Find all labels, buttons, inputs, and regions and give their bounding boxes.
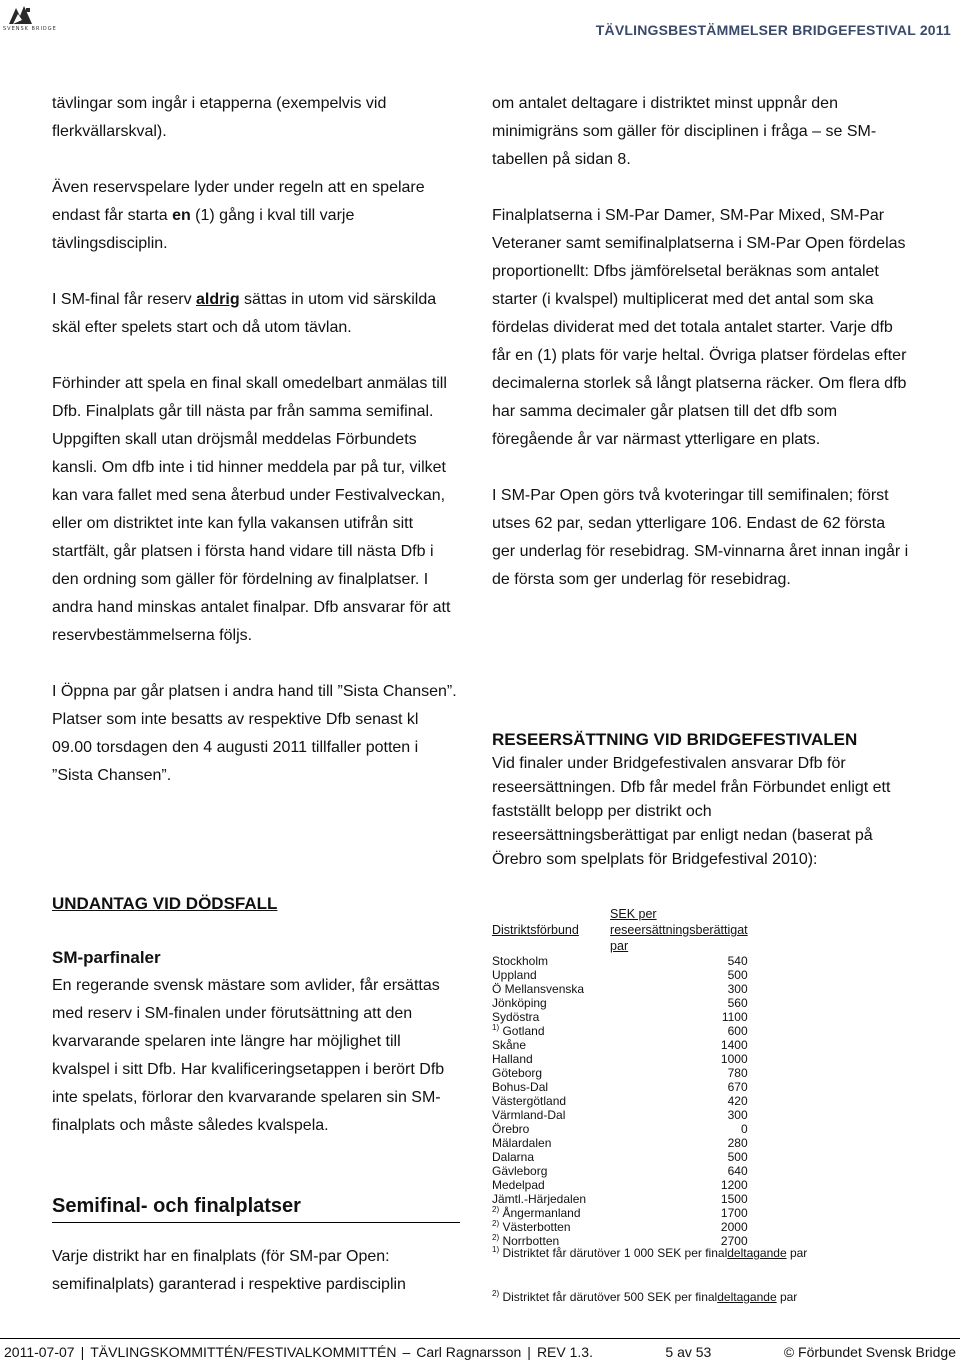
right-paragraph-2: Finalplatserna i SM-Par Damer, SM-Par Mixed, SM-Par Veteraner samt semifinalplatserna i SM-Par Open fördelas proportionellt: Dfbs jämförelsetal beräknas som antalet starter (i kvalspel) multiplicerat med det antal som ska fördelas dividerat med det totala antalet starter. Varje dfb får en (1) plats för varje heltal. Övriga platser fördelas efter decimalerna storlek så långt platserna räcker. Om flera dfb har samma decimaler går platsen till det dfb som föregående år var närmast ytterligare en plats. <box>492 207 907 448</box>
right-column-lower <box>492 728 912 872</box>
footnote-2: $^{2)}$ Distriktet får därutöver 500 SEK per finaldeltagande par <box>492 1289 798 1304</box>
district-name: Jönköping <box>492 996 547 1010</box>
table-row <box>492 982 748 996</box>
district-name: Medelpad <box>492 1178 545 1192</box>
footer-copyright: © Förbundet Svensk Bridge <box>783 1344 956 1360</box>
district-table <box>492 906 748 1248</box>
left-paragraph-4: Förhinder att spela en final skall omedelbart anmälas till Dfb. Finalplats går till nästa par från samma semifinal. Uppgiften skall utan dröjsmål meddelas Förbundets kansli. Om dfb inte i tid hinner meddela par på tur, vilket kan vara fallet med sena återbud under Festivalveckan, eller om distriktet inte kan fylla vakansen utifrån sitt startfält, går platsen i första hand vidare till nästa Dfb i den ordning som gäller för fördelning av finalplatser. I andra hand minskas antalet finalpar. Dfb ansvarar för att reservbestämmelserna följs. <box>52 375 451 644</box>
district-value: 1000 <box>720 1052 748 1066</box>
district-value: 1200 <box>720 1178 748 1192</box>
district-name: Sydöstra <box>492 1010 540 1024</box>
heading-sm-parfinaler: SM-parfinaler <box>52 948 161 967</box>
district-value: 1700 <box>720 1206 748 1220</box>
district-name: Värmland-Dal <box>492 1108 566 1122</box>
table-row <box>492 1206 748 1220</box>
district-name: Göteborg <box>492 1066 543 1080</box>
left-paragraph-7: Varje distrikt har en finalplats (för SM-par Open: semifinalplats) garanterad i respektive pardisciplin <box>52 1248 406 1293</box>
district-value: 540 <box>727 954 748 968</box>
footer <box>4 1344 956 1360</box>
district-value: 300 <box>727 982 748 996</box>
logo-text: SVENSK BRIDGE <box>3 26 57 32</box>
footer-rev: REV 1.3. <box>536 1344 593 1360</box>
footer-divider <box>0 1338 960 1339</box>
district-name: $^{2)}$ Västerbotten <box>492 1219 571 1234</box>
left-paragraph-6: En regerande svensk mästare som avlider, får ersättas med reserv i SM-finalen under förutsättning att den kvarvarande spelaren inte längre har möjlighet till kvalspel i sitt Dfb. Har kvalificeringsetappen i berört Dfb inte spelats, förlorar den kvarvarande spelaren sin SM-finalplats och måste således kvalspela. <box>52 977 445 1134</box>
heading-reseersattning: RESEERSÄTTNING VID BRIDGEFESTIVALEN <box>492 730 858 749</box>
district-value: 780 <box>727 1066 748 1080</box>
footer-author: Carl Ragnarsson <box>416 1344 522 1360</box>
district-value: 600 <box>727 1024 748 1038</box>
district-name: Halland <box>492 1052 533 1066</box>
table-header-sek: SEK per reseersättningsberättigat par <box>610 907 748 953</box>
district-name: Bohus-Dal <box>492 1080 549 1094</box>
district-name: Mälardalen <box>492 1136 552 1150</box>
district-value: 500 <box>727 968 748 982</box>
district-value: 2000 <box>720 1220 748 1234</box>
table-row <box>492 1136 748 1150</box>
table-row <box>492 1066 748 1080</box>
left-column-lower <box>52 890 462 1140</box>
district-value: 1100 <box>721 1010 748 1024</box>
left-paragraph-3: I SM-final får reserv aldrig sättas in utom vid särskilda skäl efter spelets start och då utom tävlan. <box>52 291 437 336</box>
footer-page: 5 av 53 <box>665 1344 712 1360</box>
left-paragraph-1: tävlingar som ingår i etapperna (exempelvis vid flerkvällarskval). <box>52 95 387 140</box>
header-title: TÄVLINGSBESTÄMMELSER BRIDGEFESTIVAL 2011 <box>595 22 951 38</box>
table-header-district: Distriktsförbund <box>492 923 579 937</box>
table-row <box>492 1108 748 1122</box>
district-value: 420 <box>727 1094 748 1108</box>
district-value: 640 <box>727 1164 748 1178</box>
district-value: 1400 <box>720 1038 748 1052</box>
district-value: 300 <box>727 1108 748 1122</box>
district-value: 2700 <box>720 1234 748 1248</box>
table-row <box>492 954 748 968</box>
right-paragraph-3: I SM-Par Open görs två kvoteringar till semifinalen; först utses 62 par, sedan ytterligare 106. Endast de 62 första ger underlag för resebidrag. SM-vinnarna året innan ingår i de första som ger underlag för resebidrag. <box>492 487 909 588</box>
table-row <box>492 1094 748 1108</box>
right-column <box>492 90 912 594</box>
district-value: 0 <box>740 1122 748 1136</box>
right-paragraph-1: om antalet deltagare i distriktet minst uppnår den minimigräns som gäller för disciplinen i fråga – se SM-tabellen på sidan 8. <box>492 95 877 168</box>
footnote-1: $^{1)}$ Distriktet får därutöver 1 000 SEK per finaldeltagande par <box>492 1245 808 1260</box>
svensk-bridge-logo <box>4 2 38 38</box>
table-row <box>492 1052 748 1066</box>
table-row <box>492 1080 748 1094</box>
district-value: 670 <box>727 1080 748 1094</box>
district-name: $^{1)}$ Gotland <box>492 1023 545 1038</box>
district-value: 1500 <box>720 1192 748 1206</box>
table-row <box>492 1024 748 1038</box>
district-name: Ö Mellansvenska <box>492 982 585 996</box>
table-row <box>492 1150 748 1164</box>
left-paragraph-2: Även reservspelare lyder under regeln att en spelare endast får starta en (1) gång i kval till varje tävlingsdisciplin. <box>52 179 425 252</box>
table-row <box>492 1178 748 1192</box>
district-name: Dalarna <box>492 1150 535 1164</box>
district-name: Örebro <box>492 1122 530 1136</box>
table-row <box>492 1122 748 1136</box>
table-row <box>492 1220 748 1234</box>
district-name: Skåne <box>492 1038 527 1052</box>
footer-left: 2011-07-07 | TÄVLINGSKOMMITTÉN/FESTIVALKOMMITTÉN – Carl Ragnarsson | REV 1.3. <box>4 1344 593 1360</box>
footer-committee: TÄVLINGSKOMMITTÉN/FESTIVALKOMMITTÉN <box>90 1344 397 1360</box>
district-value: 500 <box>727 1150 748 1164</box>
table-row <box>492 1010 748 1024</box>
table-row <box>492 1192 748 1206</box>
footer-date: 2011-07-07 <box>4 1344 75 1360</box>
district-value: 560 <box>727 996 748 1010</box>
table-row <box>492 1164 748 1178</box>
district-name: Västergötland <box>492 1094 567 1108</box>
district-name: $^{2)}$ Norrbotten <box>492 1233 560 1248</box>
district-name: Gävleborg <box>492 1164 548 1178</box>
right-paragraph-4: Vid finaler under Bridgefestivalen ansvarar Dfb för reseersättningen. Dfb får medel från Förbundet enligt ett fastställt belopp per distrikt och reseersättningsberättigat par enligt nedan (baserat på Örebro som spelplats för Bridgefestival 2010): <box>492 755 891 868</box>
district-name: Uppland <box>492 968 537 982</box>
district-name: Stockholm <box>492 954 549 968</box>
table-row <box>492 996 748 1010</box>
district-table-body <box>492 954 748 1248</box>
table-row <box>492 968 748 982</box>
left-paragraph-5: I Öppna par går platsen i andra hand till ”Sista Chansen”. Platser som inte besatts av respektive Dfb senast kl 09.00 torsdagen den 4 augusti 2011 tillfaller potten i ”Sista Chansen”. <box>52 683 457 784</box>
heading-undantag: UNDANTAG VID DÖDSFALL <box>52 894 278 913</box>
district-name: $^{2)}$ Ångermanland <box>492 1205 581 1220</box>
left-column-bottom <box>52 1192 462 1299</box>
heading-semifinal: Semifinal- och finalplatser <box>52 1192 460 1223</box>
left-column <box>52 90 462 790</box>
table-row <box>492 1038 748 1052</box>
district-name: Jämtl.-Härjedalen <box>492 1192 587 1206</box>
district-value: 280 <box>727 1136 748 1150</box>
